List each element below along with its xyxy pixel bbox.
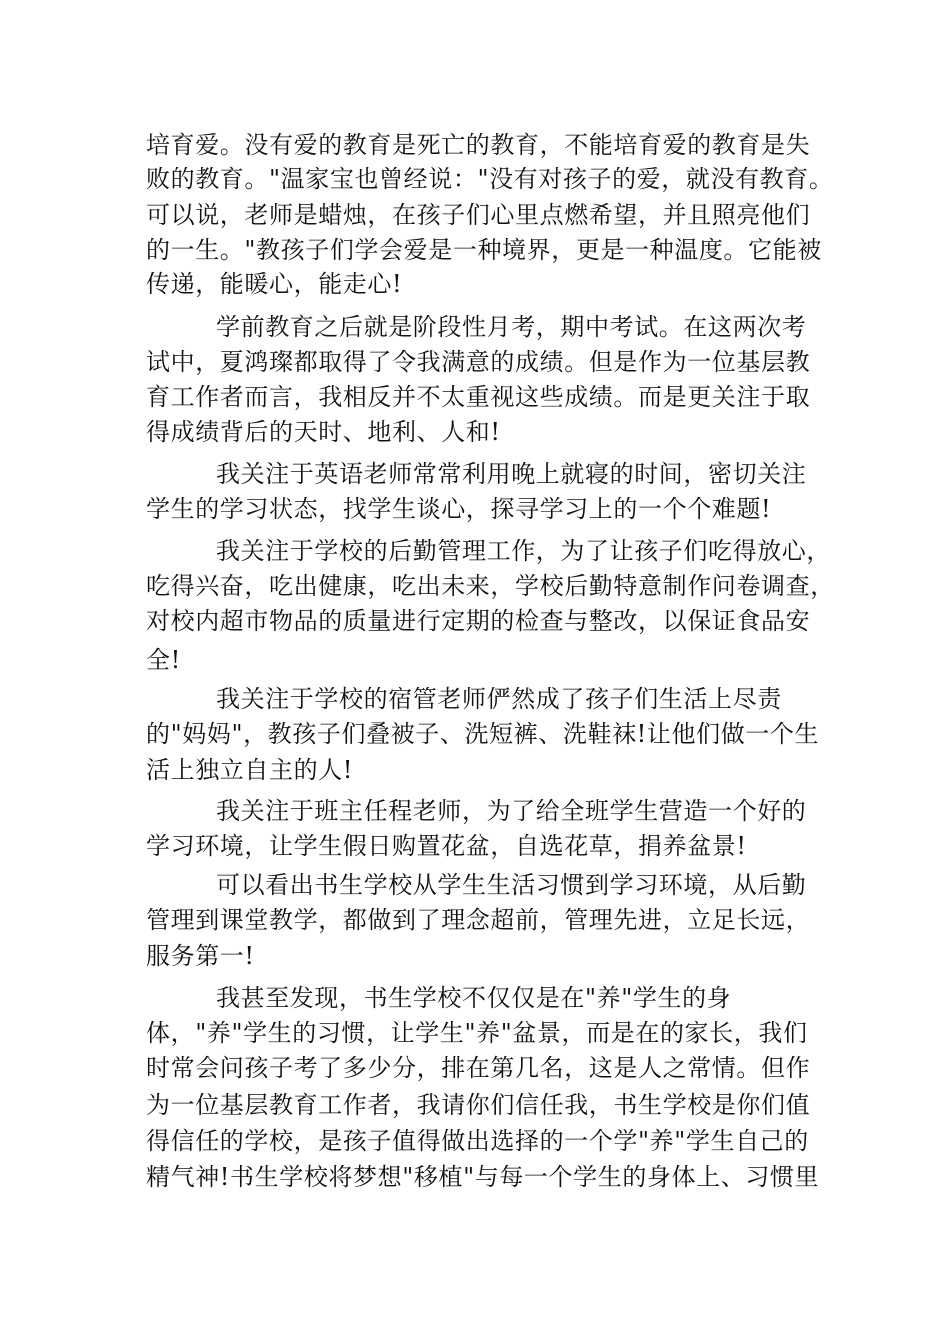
paragraph-first-line: 我关注于班主任程老师，为了给全班学生营造一个好的	[216, 797, 807, 825]
text-line: 对校内超市物品的质量进行定期的检查与整改，以保证食品安	[146, 607, 811, 635]
text-line: 管理到课堂教学，都做到了理念超前，管理先进，立足长远，	[146, 906, 811, 934]
text-line: 全!	[146, 646, 181, 674]
paragraph-first-line: 可以看出书生学校从学生生活习惯到学习环境，从后勤	[216, 871, 807, 899]
text-line: 的"妈妈"，教孩子们叠被子、洗短裤、洗鞋袜!让他们做一个生	[146, 720, 820, 748]
text-line: 传递，能暖心，能走心!	[146, 270, 403, 298]
text-line: 试中，夏鸿璨都取得了令我满意的成绩。但是作为一位基层教	[146, 348, 811, 376]
text-line: 时常会问孩子考了多少分，排在第几名，这是人之常情。但作	[146, 1054, 811, 1082]
paragraph-first-line: 我甚至发现，书生学校不仅仅是在"养"学生的身	[216, 984, 732, 1012]
text-line: 学习环境，让学生假日购置花盆，自选花草，捐养盆景!	[146, 832, 747, 860]
paragraph-first-line: 我关注于学校的宿管老师俨然成了孩子们生活上尽责	[216, 685, 782, 713]
text-line: 育工作者而言，我相反并不太重视这些成绩。而是更关注于取	[146, 383, 811, 411]
text-line: 为一位基层教育工作者，我请你们信任我，书生学校是你们值	[146, 1091, 811, 1119]
text-line: 精气神!书生学校将梦想"移植"与每一个学生的身体上、习惯里	[146, 1163, 820, 1191]
text-line: 得信任的学校，是孩子值得做出选择的一个学"养"学生自己的	[146, 1127, 809, 1155]
paragraph-first-line: 我关注于学校的后勤管理工作，为了让孩子们吃得放心，	[216, 537, 831, 565]
paragraph-first-line: 我关注于英语老师常常利用晚上就寝的时间，密切关注	[216, 460, 807, 488]
text-line: 败的教育。"温家宝也曾经说："没有对孩子的爱，就没有教育。	[146, 165, 834, 193]
text-line: 学生的学习状态，找学生谈心，探寻学习上的一个个难题!	[146, 495, 772, 523]
text-line: 服务第一!	[146, 942, 255, 970]
text-line: 吃得兴奋，吃出健康，吃出未来，学校后勤特意制作问卷调查，	[146, 572, 835, 600]
text-line: 的一生。"教孩子们学会爱是一种境界，更是一种温度。它能被	[146, 236, 822, 264]
paragraph-first-line: 学前教育之后就是阶段性月考，期中考试。在这两次考	[216, 313, 807, 341]
text-line: 活上独立自主的人!	[146, 756, 354, 784]
text-line: 可以说，老师是蜡烛，在孩子们心里点燃希望，并且照亮他们	[146, 201, 811, 229]
text-line: 培育爱。没有爱的教育是死亡的教育，不能培育爱的教育是失	[146, 131, 811, 159]
text-line: 得成绩背后的天时、地利、人和!	[146, 418, 501, 446]
text-line: 体，"养"学生的习惯，让学生"养"盆景，而是在的家长，我们	[146, 1019, 808, 1047]
